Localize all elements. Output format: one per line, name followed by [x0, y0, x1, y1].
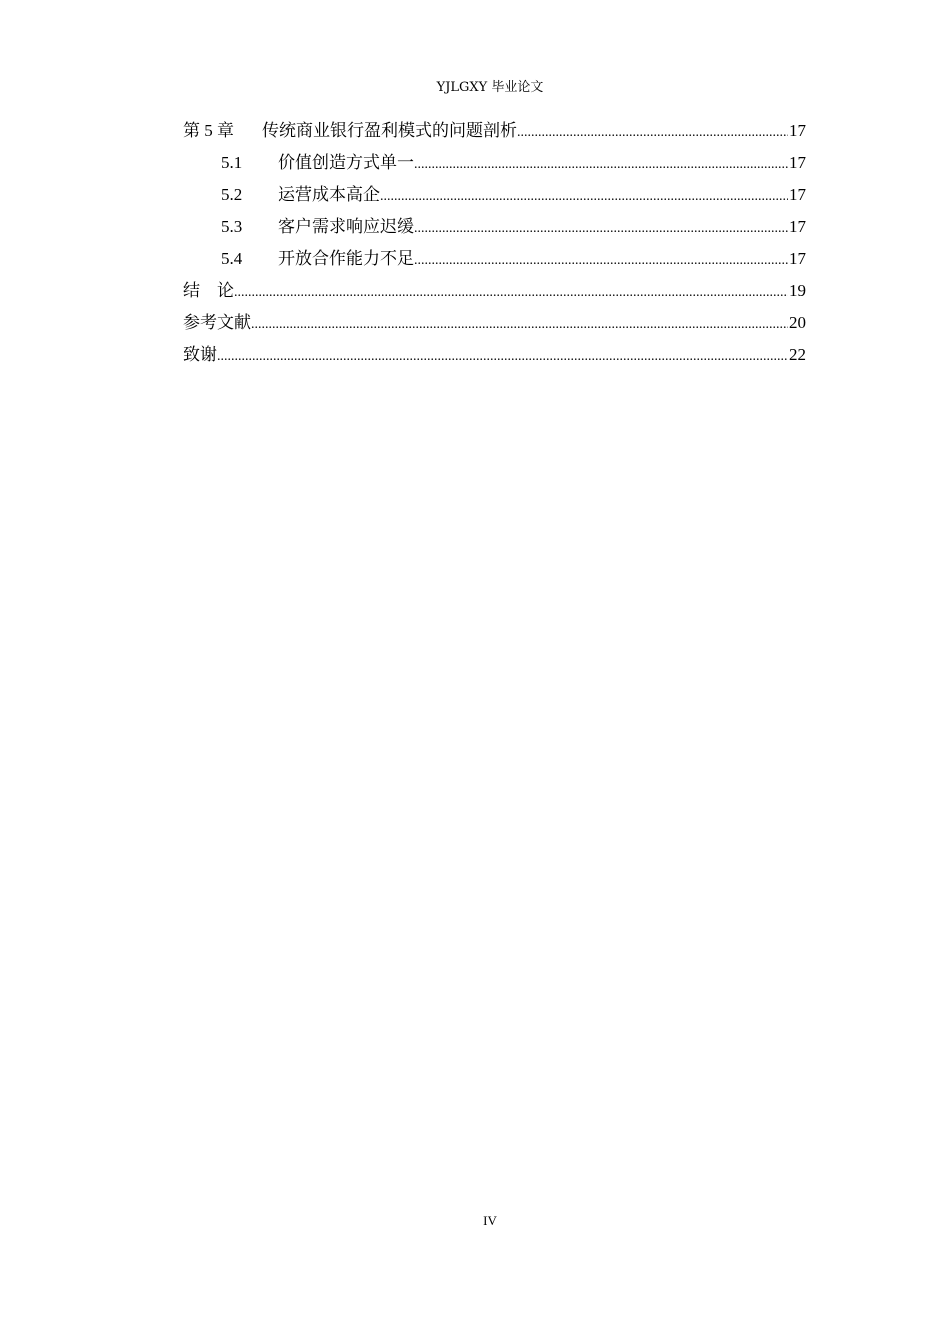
- table-of-contents: [183, 118, 806, 374]
- toc-entry-page: 20: [789, 313, 806, 332]
- toc-entry-number: 5.4: [221, 249, 243, 268]
- toc-entry-section-5-4[interactable]: [183, 246, 806, 278]
- page-header: YJLGXY 毕业论文: [436, 80, 544, 95]
- toc-entry-number: 第 5 章: [183, 121, 234, 140]
- toc-entry-page: 17: [789, 153, 806, 172]
- toc-entry-title: 开放合作能力不足: [278, 249, 414, 269]
- toc-entry-page: 17: [789, 185, 806, 204]
- toc-entry-title: 客户需求响应迟缓: [278, 217, 414, 237]
- toc-dot-leader: [234, 280, 788, 306]
- toc-dot-leader: [414, 152, 788, 178]
- toc-entry-section-5-1[interactable]: [183, 150, 806, 182]
- toc-entry-page: 22: [789, 345, 806, 364]
- toc-entry-section-5-2[interactable]: [183, 182, 806, 214]
- page-number: IV: [483, 1213, 497, 1228]
- toc-entry-number: 5.3: [221, 217, 243, 236]
- toc-dot-leader: [380, 184, 788, 210]
- toc-dot-leader: [251, 312, 788, 338]
- toc-dot-leader: [414, 216, 788, 242]
- toc-dot-leader: [517, 120, 788, 146]
- toc-dot-leader: [414, 248, 788, 274]
- toc-entry-acknowledgements[interactable]: [183, 342, 806, 374]
- toc-entry-title: 价值创造方式单一: [278, 153, 414, 173]
- toc-entry-chapter-5[interactable]: [183, 118, 806, 150]
- toc-entry-number: 5.2: [221, 185, 243, 204]
- toc-entry-section-5-3[interactable]: [183, 214, 806, 246]
- toc-entry-references[interactable]: [183, 310, 806, 342]
- toc-entry-page: 17: [789, 217, 806, 236]
- toc-entry-conclusion[interactable]: [183, 278, 806, 310]
- toc-entry-title: 致谢: [183, 345, 217, 365]
- toc-entry-page: 17: [789, 249, 806, 268]
- toc-entry-title: 传统商业银行盈利模式的问题剖析: [262, 121, 517, 141]
- toc-entry-title: 运营成本高企: [278, 185, 380, 205]
- toc-dot-leader: [217, 344, 788, 370]
- toc-entry-page: 19: [789, 281, 806, 300]
- toc-entry-title: 结 论: [183, 281, 234, 301]
- toc-entry-number: 5.1: [221, 153, 243, 172]
- toc-entry-page: 17: [789, 121, 806, 140]
- toc-entry-title: 参考文献: [183, 313, 251, 333]
